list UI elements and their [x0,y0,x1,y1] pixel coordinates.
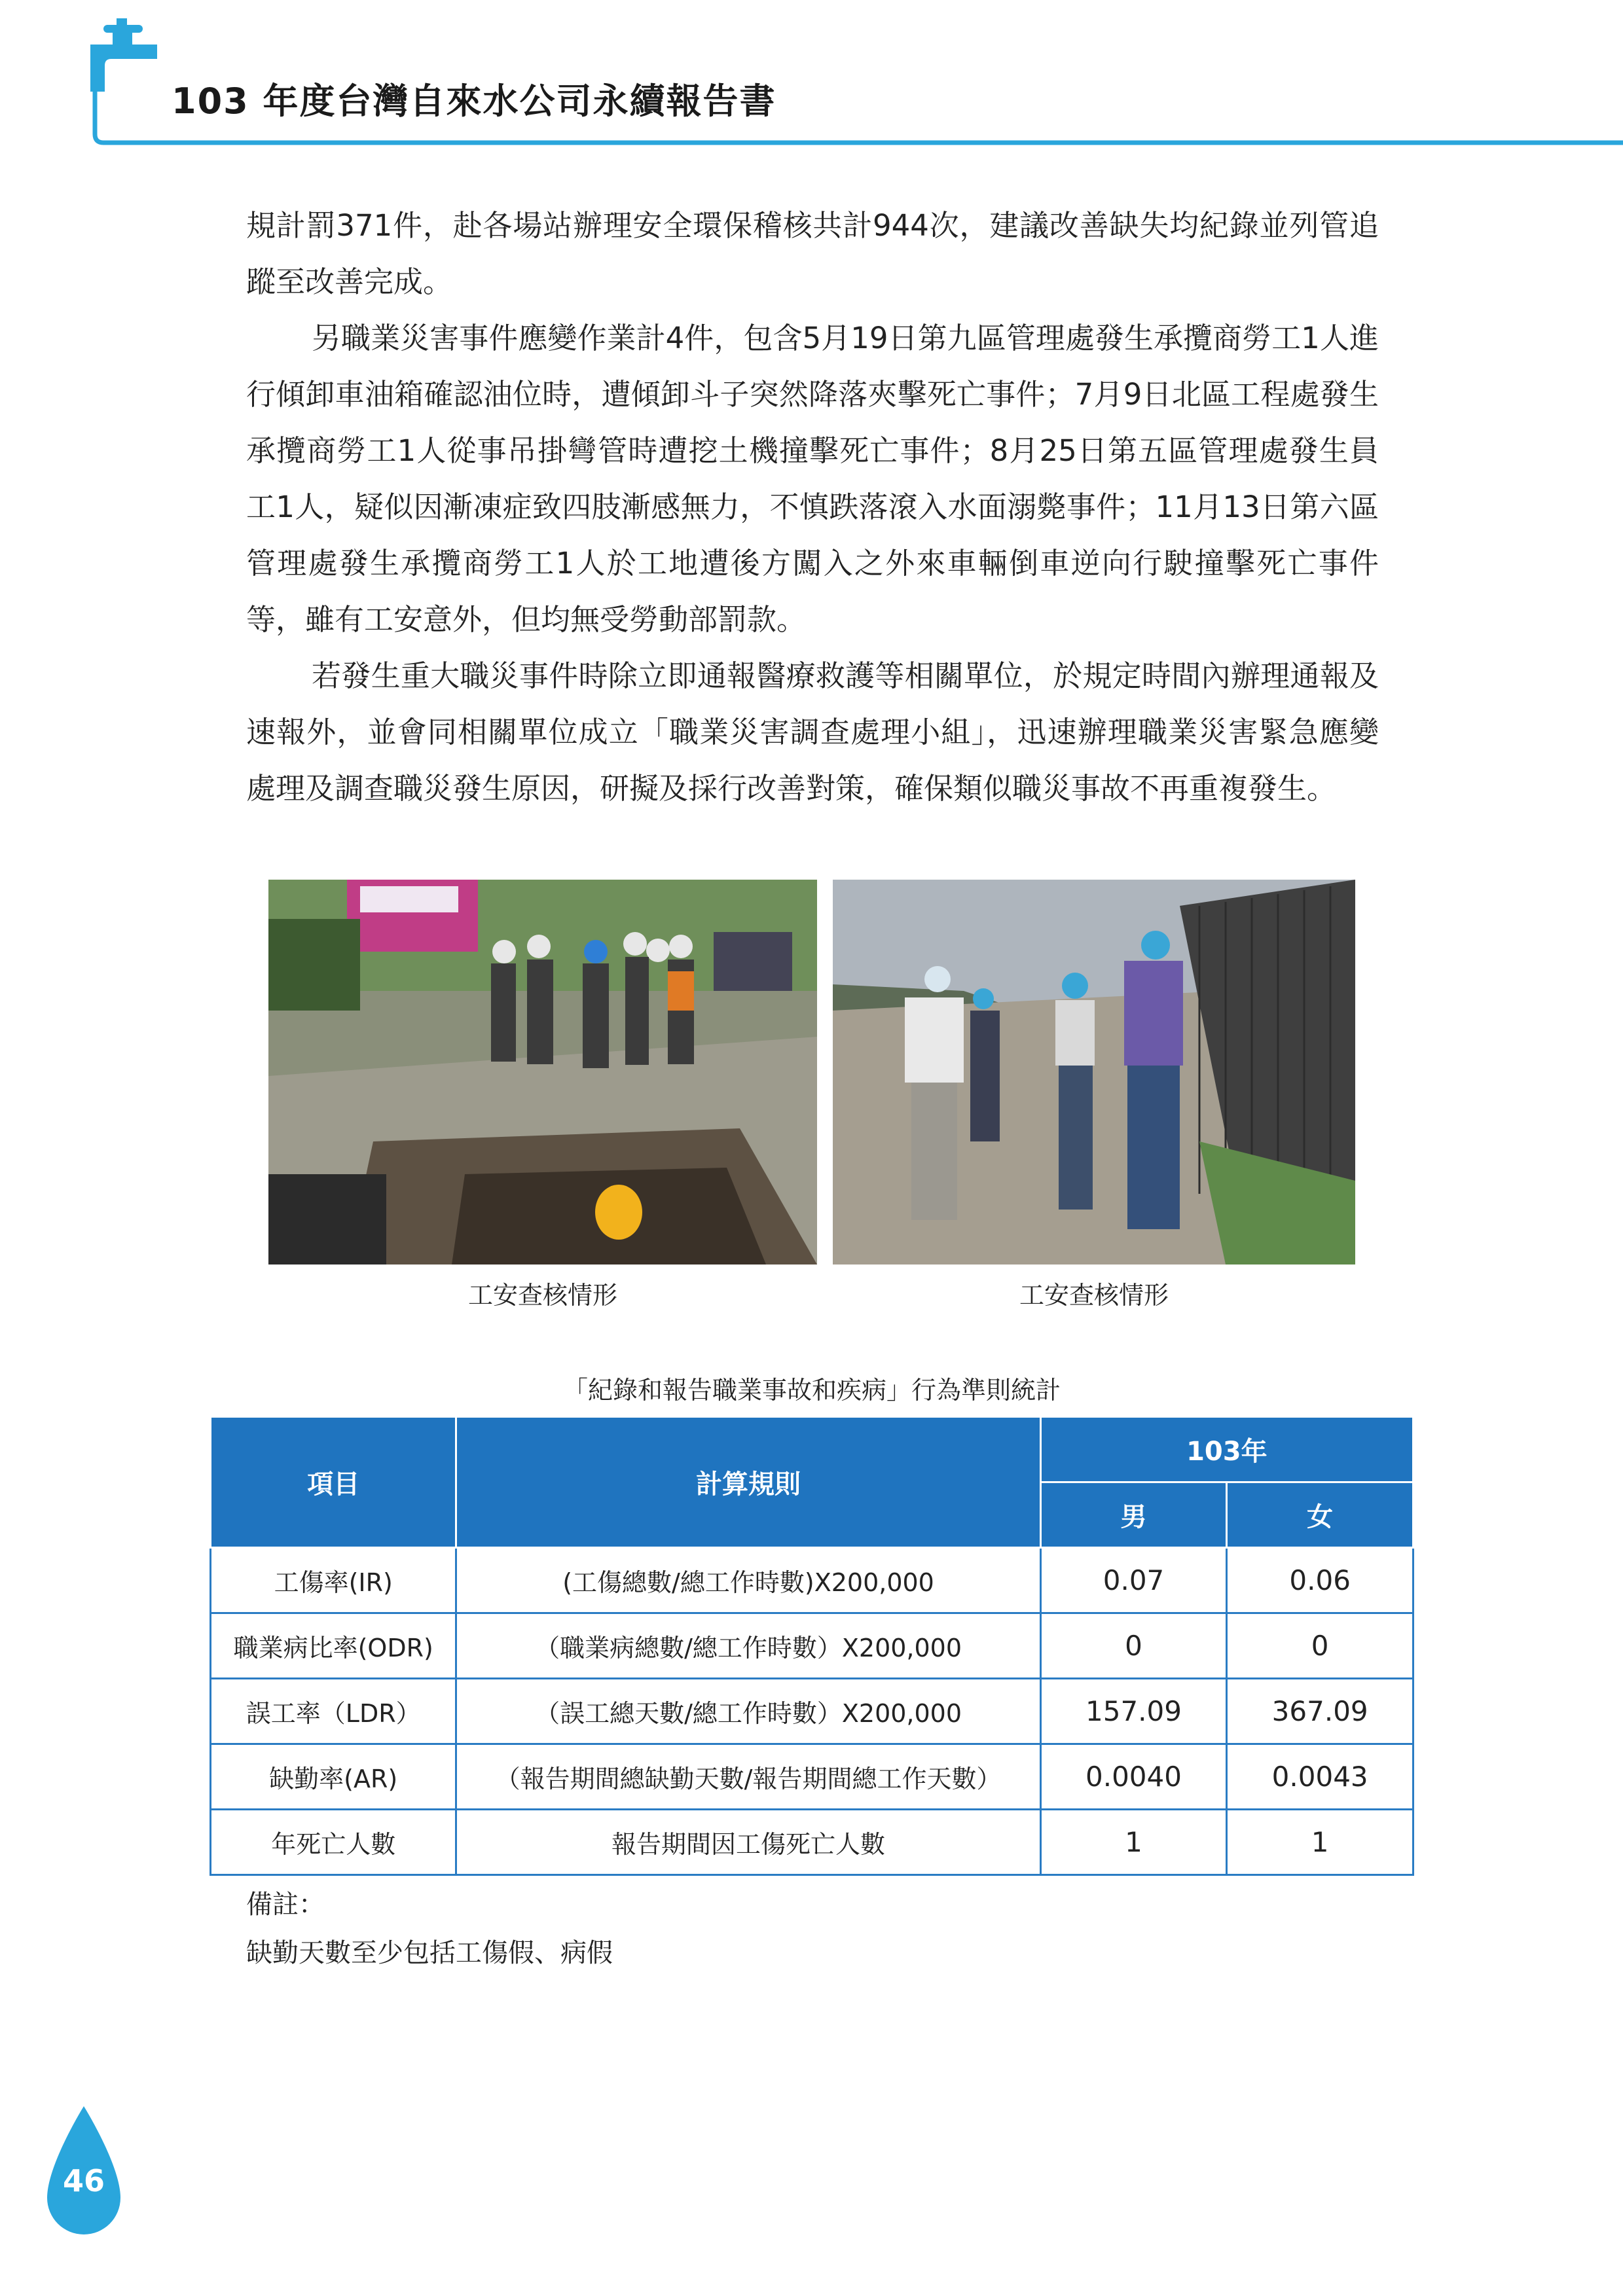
header-male: 男 [1040,1482,1227,1548]
header-year: 103年 [1040,1417,1413,1482]
row-item: 缺勤率(AR) [211,1744,456,1810]
body-text [246,198,1379,817]
table-row [211,1613,1413,1679]
paragraph: 規計罰371件，赴各場站辦理安全環保稽核共計944次，建議改善缺失均紀錄並列管追蹤至改善完成。 [246,208,1379,299]
page-number: 46 [62,2163,105,2198]
header-rule: 計算規則 [456,1417,1040,1548]
table-row [211,1810,1413,1875]
site-inspection-photo-right [833,880,1355,1265]
row-item: 職業病比率(ODR) [211,1613,456,1679]
row-female-value: 0 [1227,1613,1413,1679]
row-rule: （報告期間總缺勤天數/報告期間總工作天數） [456,1744,1040,1810]
row-male-value: 1 [1040,1810,1227,1875]
row-rule: (工傷總數/總工作時數)X200,000 [456,1548,1040,1613]
row-female-value: 1 [1227,1810,1413,1875]
row-item: 年死亡人數 [211,1810,456,1875]
row-item: 誤工率（LDR） [211,1679,456,1744]
site-inspection-photo-left [268,880,817,1265]
row-female-value: 0.06 [1227,1548,1413,1613]
table-row [211,1679,1413,1744]
paragraph: 另職業災害事件應變作業計4件，包含5月19日第九區管理處發生承攬商勞工1人進行傾卸車油箱確認油位時，遭傾卸斗子突然降落夾擊死亡事件；7月9日北區工程處發生承攬商勞工1人從事吊掛彎管時遭挖土機撞擊死亡事件；8月25日第五區管理處發生員工1人，疑似因漸凍症致四肢漸感無力，不慎跌落滾入水面溺斃事件；11月13日第六區管理處發生承攬商勞工1人於工地遭後方闖入之外來車輛倒車逆向行駛撞擊死亡事件等，雖有工安意外，但均無受勞動部罰款。 [246,321,1379,637]
row-female-value: 0.0043 [1227,1744,1413,1810]
faucet-icon [85,18,164,103]
notes-label: 備註： [246,1890,325,1920]
row-male-value: 0.0040 [1040,1744,1227,1810]
report-title: 103 年度台灣自來水公司永續報告書 [172,81,776,122]
row-rule: （誤工總天數/總工作時數）X200,000 [456,1679,1040,1744]
row-male-value: 157.09 [1040,1679,1227,1744]
table-row [211,1548,1413,1613]
paragraph: 若發生重大職災事件時除立即通報醫療救護等相關單位，於規定時間內辦理通報及速報外，並會同相關單位成立「職業災害調查處理小組」，迅速辦理職業災害緊急應變處理及調查職災發生原因，研擬及採行改善對策，確保類似職災事故不再重複發生。 [246,658,1379,806]
row-female-value: 367.09 [1227,1679,1413,1744]
photo-caption-right: 工安查核情形 [1019,1281,1169,1310]
row-item: 工傷率(IR) [211,1548,456,1613]
row-male-value: 0.07 [1040,1548,1227,1613]
notes-text: 缺勤天數至少包括工傷假、病假 [246,1938,613,1968]
row-rule: 報告期間因工傷死亡人數 [456,1810,1040,1875]
table-row [211,1744,1413,1810]
row-rule: （職業病總數/總工作時數）X200,000 [456,1613,1040,1679]
table-title: 「紀錄和報告職業事故和疾病」行為準則統計 [562,1376,1061,1405]
photo-caption-left: 工安查核情形 [467,1281,617,1310]
header-female: 女 [1227,1482,1413,1548]
header-item: 項目 [211,1417,456,1548]
occupational-injury-table [210,1416,1414,1876]
row-male-value: 0 [1040,1613,1227,1679]
